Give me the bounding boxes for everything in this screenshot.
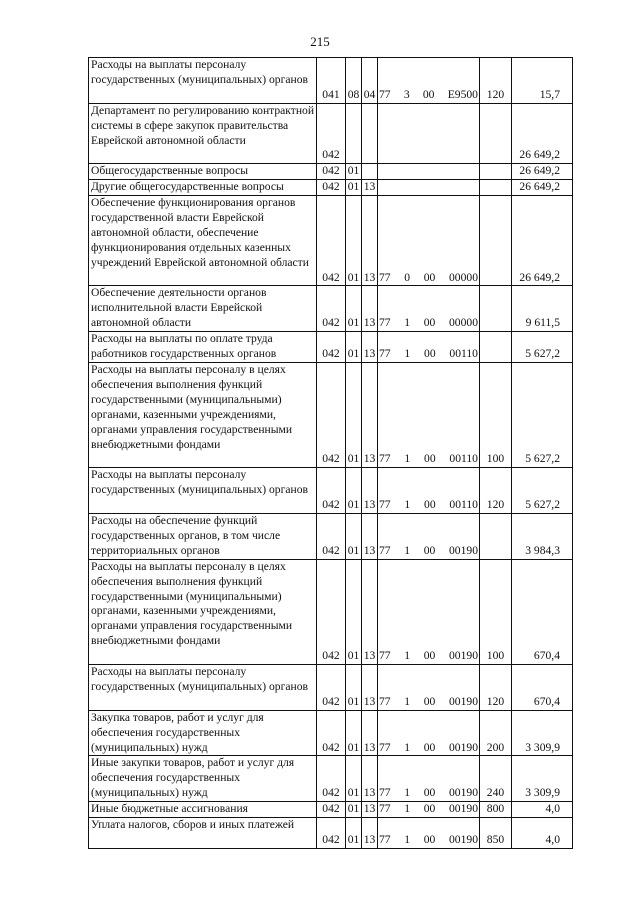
target-article-code [378, 818, 480, 849]
code-part-sub: 1 [404, 498, 411, 512]
amount: 670,4 [512, 559, 573, 664]
table-row [89, 58, 573, 104]
expense-type-code: 850 [480, 818, 512, 849]
subsection-code: 04 [362, 58, 378, 104]
section-code: 01 [346, 818, 362, 849]
code-part-grp: 00 [423, 694, 436, 708]
code-part-program: 77 [379, 694, 391, 708]
target-article-parts [379, 649, 478, 664]
ministry-code: 042 [317, 818, 346, 849]
code-part-program: 77 [379, 802, 391, 816]
table-row [89, 363, 573, 468]
target-article-code [378, 710, 480, 756]
row-name: Расходы на обеспечение функций государственных органов, в том числе территориальных органов [89, 514, 317, 560]
ministry-code: 042 [317, 468, 346, 514]
row-name: Расходы на выплаты персоналу государственных (муниципальных) органов [89, 58, 317, 104]
section-code: 01 [346, 286, 362, 332]
target-article-parts [379, 833, 478, 848]
ministry-code: 042 [317, 363, 346, 468]
subsection-code: 13 [362, 514, 378, 560]
target-article-parts [379, 695, 478, 710]
code-part-grp: 00 [423, 740, 436, 754]
code-part-dir: 00000 [449, 316, 478, 330]
target-article-parts [379, 452, 478, 467]
table-row [89, 164, 573, 180]
expense-type-code [480, 103, 512, 164]
code-part-sub: 1 [404, 802, 411, 816]
amount: 670,4 [512, 665, 573, 711]
amount: 3 309,9 [512, 756, 573, 802]
code-part-dir: 00110 [449, 452, 478, 466]
code-part-dir: 00110 [449, 347, 478, 361]
row-name: Иные закупки товаров, работ и услуг для обеспечения государственных (муниципальных) нужд [89, 756, 317, 802]
section-code: 08 [346, 58, 362, 104]
code-part-program: 77 [379, 740, 391, 754]
section-code: 01 [346, 468, 362, 514]
target-article-code [378, 756, 480, 802]
budget-table [88, 57, 573, 849]
code-part-grp: 00 [423, 802, 436, 816]
target-article-code [378, 164, 480, 180]
code-part-dir: 00190 [449, 802, 478, 816]
target-article-code [378, 58, 480, 104]
table-row [89, 468, 573, 514]
expense-type-code: 100 [480, 363, 512, 468]
code-part-program: 77 [379, 649, 391, 663]
ministry-code: 042 [317, 332, 346, 363]
amount: 9 611,5 [512, 286, 573, 332]
expense-type-code [480, 196, 512, 286]
code-part-grp: 00 [423, 649, 436, 663]
section-code: 01 [346, 802, 362, 818]
expense-type-code [480, 286, 512, 332]
target-article-parts [379, 802, 478, 817]
amount: 3 984,3 [512, 514, 573, 560]
target-article-code [378, 559, 480, 664]
amount: 5 627,2 [512, 363, 573, 468]
subsection-code: 13 [362, 710, 378, 756]
expense-type-code: 120 [480, 58, 512, 104]
target-article-code [378, 665, 480, 711]
section-code [346, 103, 362, 164]
code-part-sub: 0 [404, 270, 411, 284]
target-article-code [378, 468, 480, 514]
row-name: Расходы на выплаты по оплате труда работников государственных органов [89, 332, 317, 363]
code-part-dir: 00190 [449, 786, 478, 800]
code-part-grp: 00 [422, 87, 435, 101]
page-number: 215 [310, 34, 330, 49]
subsection-code: 13 [362, 180, 378, 196]
code-part-dir: 00190 [449, 543, 478, 557]
section-code: 01 [346, 559, 362, 664]
code-part-program: 77 [379, 498, 391, 512]
subsection-code: 13 [362, 468, 378, 514]
code-part-sub: 1 [404, 347, 411, 361]
section-code: 01 [346, 665, 362, 711]
code-part-program: 77 [379, 347, 391, 361]
code-part-program: 77 [379, 87, 391, 101]
target-article-parts [379, 88, 478, 103]
row-name: Закупка товаров, работ и услуг для обеспечения государственных (муниципальных) нужд [89, 710, 317, 756]
code-part-sub: 1 [404, 452, 411, 466]
ministry-code: 042 [317, 180, 346, 196]
target-article-parts [379, 786, 478, 801]
ministry-code: 042 [317, 514, 346, 560]
target-article-parts [379, 498, 478, 513]
amount: 5 627,2 [512, 468, 573, 514]
code-part-dir: 00190 [449, 740, 478, 754]
ministry-code: 042 [317, 665, 346, 711]
code-part-sub: 3 [403, 87, 410, 101]
table-row [89, 710, 573, 756]
subsection-code: 13 [362, 559, 378, 664]
code-part-grp: 00 [423, 832, 436, 846]
target-article-code [378, 196, 480, 286]
code-part-sub: 1 [404, 694, 411, 708]
row-name: Обеспечение деятельности органов исполнительной власти Еврейской автономной области [89, 286, 317, 332]
subsection-code: 13 [362, 756, 378, 802]
subsection-code: 13 [362, 286, 378, 332]
expense-type-code: 120 [480, 665, 512, 711]
row-name: Другие общегосударственные вопросы [89, 180, 317, 196]
target-article-code [378, 103, 480, 164]
section-code: 01 [346, 710, 362, 756]
target-article-code [378, 363, 480, 468]
table-row [89, 180, 573, 196]
code-part-dir: 00000 [449, 270, 478, 284]
amount: 3 309,9 [512, 710, 573, 756]
code-part-program: 77 [379, 832, 391, 846]
amount: 26 649,2 [512, 164, 573, 180]
code-part-grp: 00 [423, 786, 436, 800]
section-code: 01 [346, 514, 362, 560]
expense-type-code: 200 [480, 710, 512, 756]
section-code: 01 [346, 180, 362, 196]
ministry-code: 042 [317, 286, 346, 332]
code-part-program: 77 [379, 452, 391, 466]
amount: 4,0 [512, 802, 573, 818]
subsection-code: 13 [362, 665, 378, 711]
amount: 4,0 [512, 818, 573, 849]
row-name: Общегосударственные вопросы [89, 164, 317, 180]
code-part-grp: 00 [424, 498, 436, 512]
row-name: Расходы на выплаты персоналу государственных (муниципальных) органов [89, 468, 317, 514]
target-article-code [378, 286, 480, 332]
expense-type-code [480, 514, 512, 560]
code-part-dir: 00110 [449, 498, 478, 512]
row-name: Расходы на выплаты персоналу государственных (муниципальных) органов [89, 665, 317, 711]
code-part-sub: 1 [404, 786, 411, 800]
expense-type-code: 800 [480, 802, 512, 818]
ministry-code: 042 [317, 710, 346, 756]
target-article-code [378, 180, 480, 196]
target-article-parts [379, 347, 478, 362]
ministry-code: 042 [317, 196, 346, 286]
target-article-parts [379, 316, 478, 331]
table-row [89, 514, 573, 560]
expense-type-code [480, 332, 512, 363]
table-row [89, 286, 573, 332]
subsection-code: 13 [362, 802, 378, 818]
code-part-grp: 00 [424, 347, 436, 361]
amount: 26 649,2 [512, 196, 573, 286]
target-article-code [378, 514, 480, 560]
code-part-dir: 00190 [449, 649, 478, 663]
amount: 26 649,2 [512, 103, 573, 164]
subsection-code: 13 [362, 818, 378, 849]
row-name: Расходы на выплаты персоналу в целях обеспечения выполнения функций государственными (муниципальными) органами, казенными учреждениями, органами управления государственными внебюджетными фондами [89, 363, 317, 468]
table-row [89, 818, 573, 849]
ministry-code: 042 [317, 802, 346, 818]
subsection-code: 13 [362, 196, 378, 286]
section-code: 01 [346, 164, 362, 180]
table-row [89, 103, 573, 164]
code-part-sub: 1 [404, 316, 411, 330]
ministry-code: 042 [317, 559, 346, 664]
table-row [89, 196, 573, 286]
table-row [89, 802, 573, 818]
ministry-code: 042 [317, 103, 346, 164]
subsection-code [362, 103, 378, 164]
section-code: 01 [346, 332, 362, 363]
section-code: 01 [346, 756, 362, 802]
code-part-grp: 00 [424, 452, 436, 466]
section-code: 01 [346, 196, 362, 286]
ministry-code: 042 [317, 756, 346, 802]
target-article-parts [379, 544, 478, 559]
code-part-sub: 1 [404, 649, 411, 663]
table-row [89, 559, 573, 664]
row-name: Департамент по регулированию контрактной системы в сфере закупок правительства Еврейской автономной области [89, 103, 317, 164]
expense-type-code [480, 180, 512, 196]
expense-type-code [480, 164, 512, 180]
table-row [89, 665, 573, 711]
row-name: Расходы на выплаты персоналу в целях обеспечения выполнения функций государственными (муниципальными) органами, казенными учреждениями, органами управления государственными внебюджетными фондами [89, 559, 317, 664]
target-article-code [378, 332, 480, 363]
code-part-grp: 00 [423, 316, 436, 330]
code-part-sub: 1 [404, 832, 411, 846]
expense-type-code: 120 [480, 468, 512, 514]
code-part-sub: 1 [404, 740, 411, 754]
ministry-code: 042 [317, 164, 346, 180]
expense-type-code: 240 [480, 756, 512, 802]
amount: 15,7 [512, 58, 573, 104]
row-name: Уплата налогов, сборов и иных платежей [89, 818, 317, 849]
subsection-code: 13 [362, 363, 378, 468]
code-part-grp: 00 [423, 543, 436, 557]
row-name: Обеспечение функционирования органов государственной власти Еврейской автономной области, обеспечение функционирования отдельных казенных учреждений Еврейской автономной области [89, 196, 317, 286]
target-article-parts [379, 741, 478, 756]
subsection-code: 13 [362, 332, 378, 363]
amount: 26 649,2 [512, 180, 573, 196]
code-part-sub: 1 [404, 543, 411, 557]
code-part-dir: 00190 [449, 694, 478, 708]
target-article-code [378, 802, 480, 818]
code-part-grp: 00 [423, 270, 436, 284]
table-row [89, 756, 573, 802]
code-part-program: 77 [379, 543, 391, 557]
target-article-parts [379, 271, 478, 286]
code-part-program: 77 [379, 270, 391, 284]
expense-type-code: 100 [480, 559, 512, 664]
row-name: Иные бюджетные ассигнования [89, 802, 317, 818]
code-part-dir: E9500 [447, 87, 478, 101]
code-part-program: 77 [379, 786, 391, 800]
amount: 5 627,2 [512, 332, 573, 363]
table-row [89, 332, 573, 363]
code-part-dir: 00190 [449, 832, 478, 846]
code-part-program: 77 [379, 316, 391, 330]
section-code: 01 [346, 363, 362, 468]
ministry-code: 041 [317, 58, 346, 104]
budget-table-body [89, 58, 573, 849]
subsection-code [362, 164, 378, 180]
